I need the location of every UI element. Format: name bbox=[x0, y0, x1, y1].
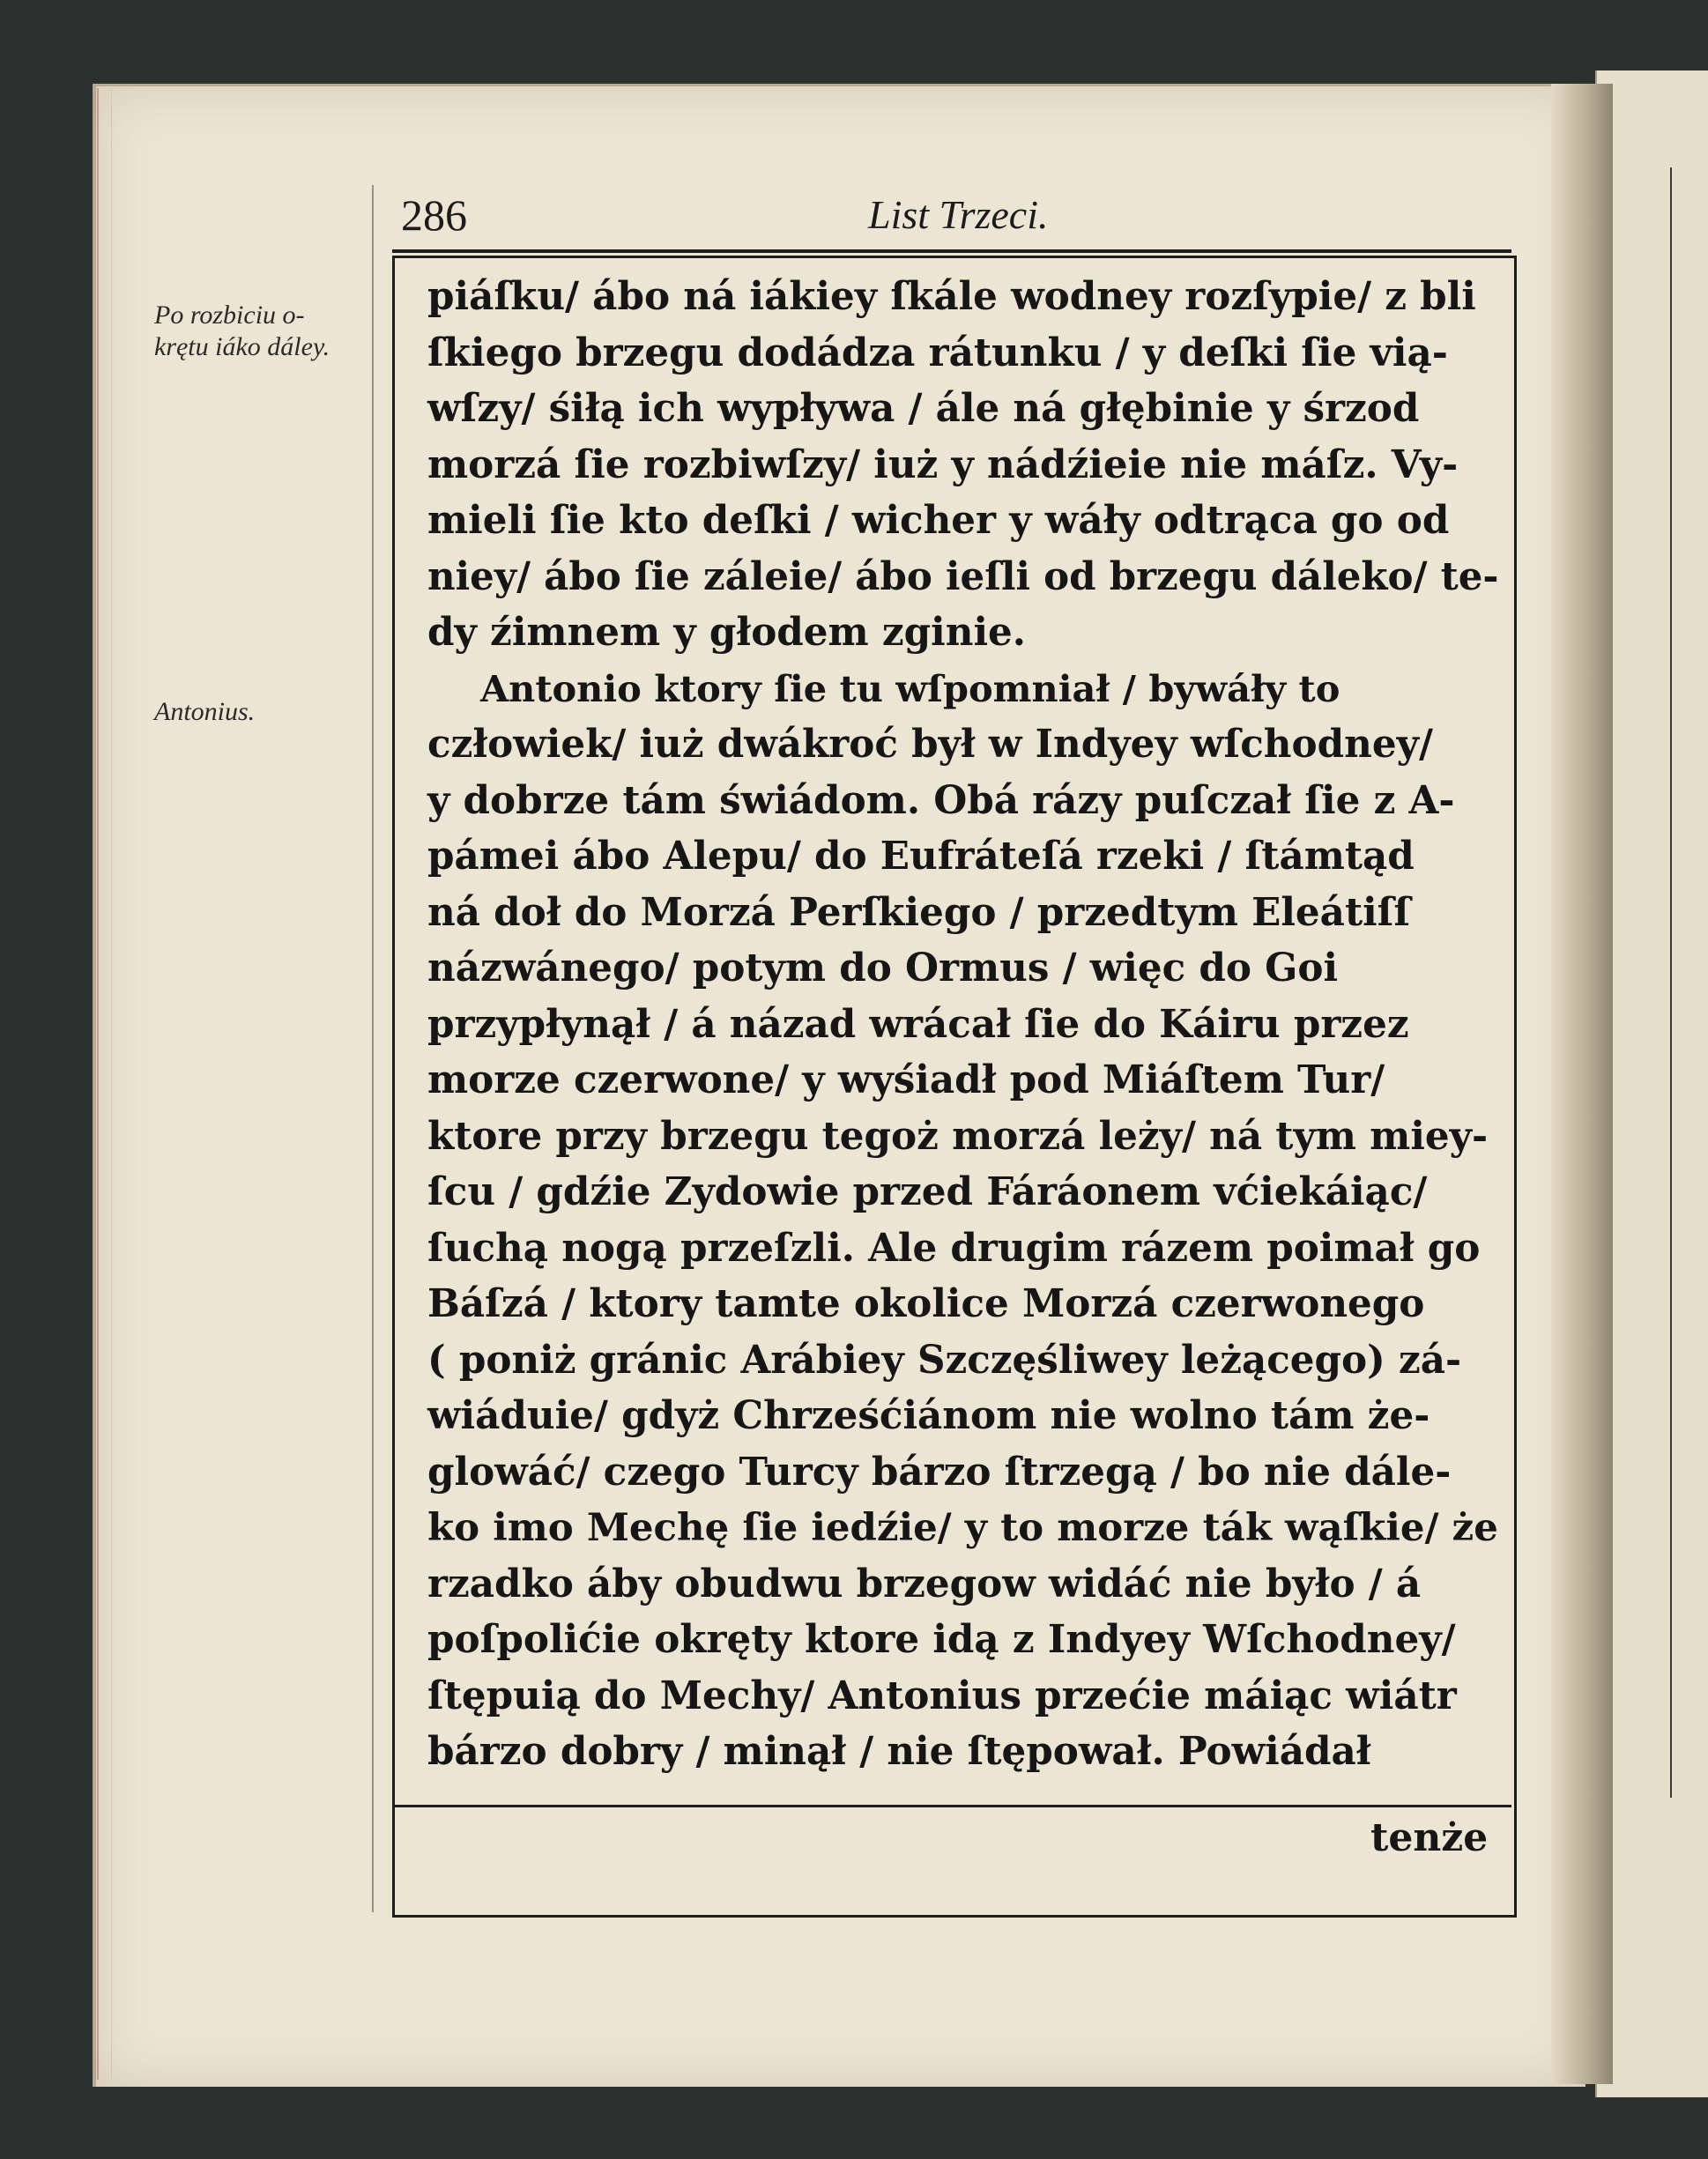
text-line: názwánego/ potym do Ormus / więc do Goi bbox=[427, 946, 1339, 990]
book-gutter bbox=[1551, 84, 1613, 2084]
marginal-note-line: Po rozbiciu o- bbox=[154, 300, 305, 330]
running-title: List Trzeci. bbox=[868, 192, 1049, 237]
marginal-note-shipwreck bbox=[154, 300, 366, 363]
footer-rule bbox=[392, 1805, 1511, 1807]
text-line: ( poniż gránic Arábiey Szczęśliwey leżącego) zá- bbox=[427, 1337, 1462, 1383]
catchword: tenże bbox=[1370, 1815, 1489, 1860]
text-line: ſtępuią do Mechy/ Antonius przećie máiąc wiátr bbox=[427, 1673, 1457, 1718]
page-number: 286 bbox=[401, 190, 467, 240]
text-line: y dobrze tám świádom. Obá rázy puſczał ſie z A- bbox=[427, 777, 1455, 823]
text-line: ko imo Mechę ſie iedźie/ y to morze ták wąſkie/ że bbox=[427, 1505, 1498, 1550]
text-line: ſcu / gdźie Zydowie przed Fáráonem vćiekáiąc/ bbox=[427, 1169, 1428, 1214]
text-line: pámei ábo Alepu/ do Eufráteſá rzeki / ſtámtąd bbox=[427, 834, 1415, 879]
header-rule bbox=[392, 249, 1511, 253]
text-line: ſkiego brzegu dodádza rátunku / y deſki ſie vią- bbox=[427, 330, 1448, 375]
text-line: człowiek/ iuż dwákroć był w Indyey wſchodney/ bbox=[427, 722, 1433, 767]
text-line: morzá ſie rozbiwſzy/ iuż y nádźieie nie máſz. Vy- bbox=[427, 441, 1459, 487]
text-line: ktore przy brzegu tegoż morzá leży/ ná tym miey- bbox=[427, 1113, 1489, 1159]
text-line: piáſku/ ábo ná iákiey ſkále wodney rozſypie/ z bli bbox=[427, 274, 1476, 319]
running-head bbox=[401, 189, 1511, 251]
text-line: mieli ſie kto deſki / wicher y wáły odtrąca go od bbox=[427, 498, 1450, 543]
text-line: Báſzá / ktory tamte okolice Morzá czerwonego bbox=[427, 1281, 1425, 1326]
text-line: ſuchą nogą przeſzli. Ale drugim rázem poimał go bbox=[427, 1225, 1481, 1271]
paragraph-start-line: Antonio ktory ſie tu wſpomniał / bywáły to bbox=[480, 666, 1340, 710]
marginal-note-line: krętu iáko dáley. bbox=[154, 332, 330, 361]
text-line: glowáć/ czego Turcy bárzo ſtrzegą / bo nie dále- bbox=[427, 1449, 1452, 1495]
text-line: bárzo dobry / minął / nie ſtępował. Powiádał bbox=[427, 1729, 1371, 1774]
text-line: rzadko áby obudwu brzegow widáć nie było / á bbox=[427, 1561, 1422, 1606]
body-text bbox=[427, 269, 1507, 1780]
text-line: dy źimnem y głodem zginie. bbox=[427, 610, 1026, 655]
text-line: niey/ ábo ſie záleie/ ábo ieſli od brzegu dáleko/ te- bbox=[427, 553, 1499, 599]
page-edge bbox=[97, 88, 112, 2080]
marginal-note-antonius bbox=[154, 696, 366, 728]
marginal-note-line: Antonius. bbox=[154, 697, 256, 726]
margin-rule bbox=[372, 185, 374, 1912]
text-line: przypłynął / á názad wrácał ſie do Káiru przez bbox=[427, 1001, 1409, 1047]
facing-page-rule bbox=[1670, 167, 1672, 1798]
text-line: wiáduie/ gdyż Chrześćiánom nie wolno tám że- bbox=[427, 1393, 1430, 1438]
text-line: wſzy/ śiłą ich wypływa / ále ná głębinie y śrzod bbox=[427, 386, 1420, 431]
text-line: morze czerwone/ y wyśiadł pod Miáſtem Tur/ bbox=[427, 1057, 1385, 1102]
text-line: ná doł do Morzá Perſkiego / przedtym Eleátiſſ bbox=[427, 889, 1411, 935]
text-line: poſpolićie okręty ktore idą z Indyey Wſchodney/ bbox=[427, 1617, 1456, 1662]
